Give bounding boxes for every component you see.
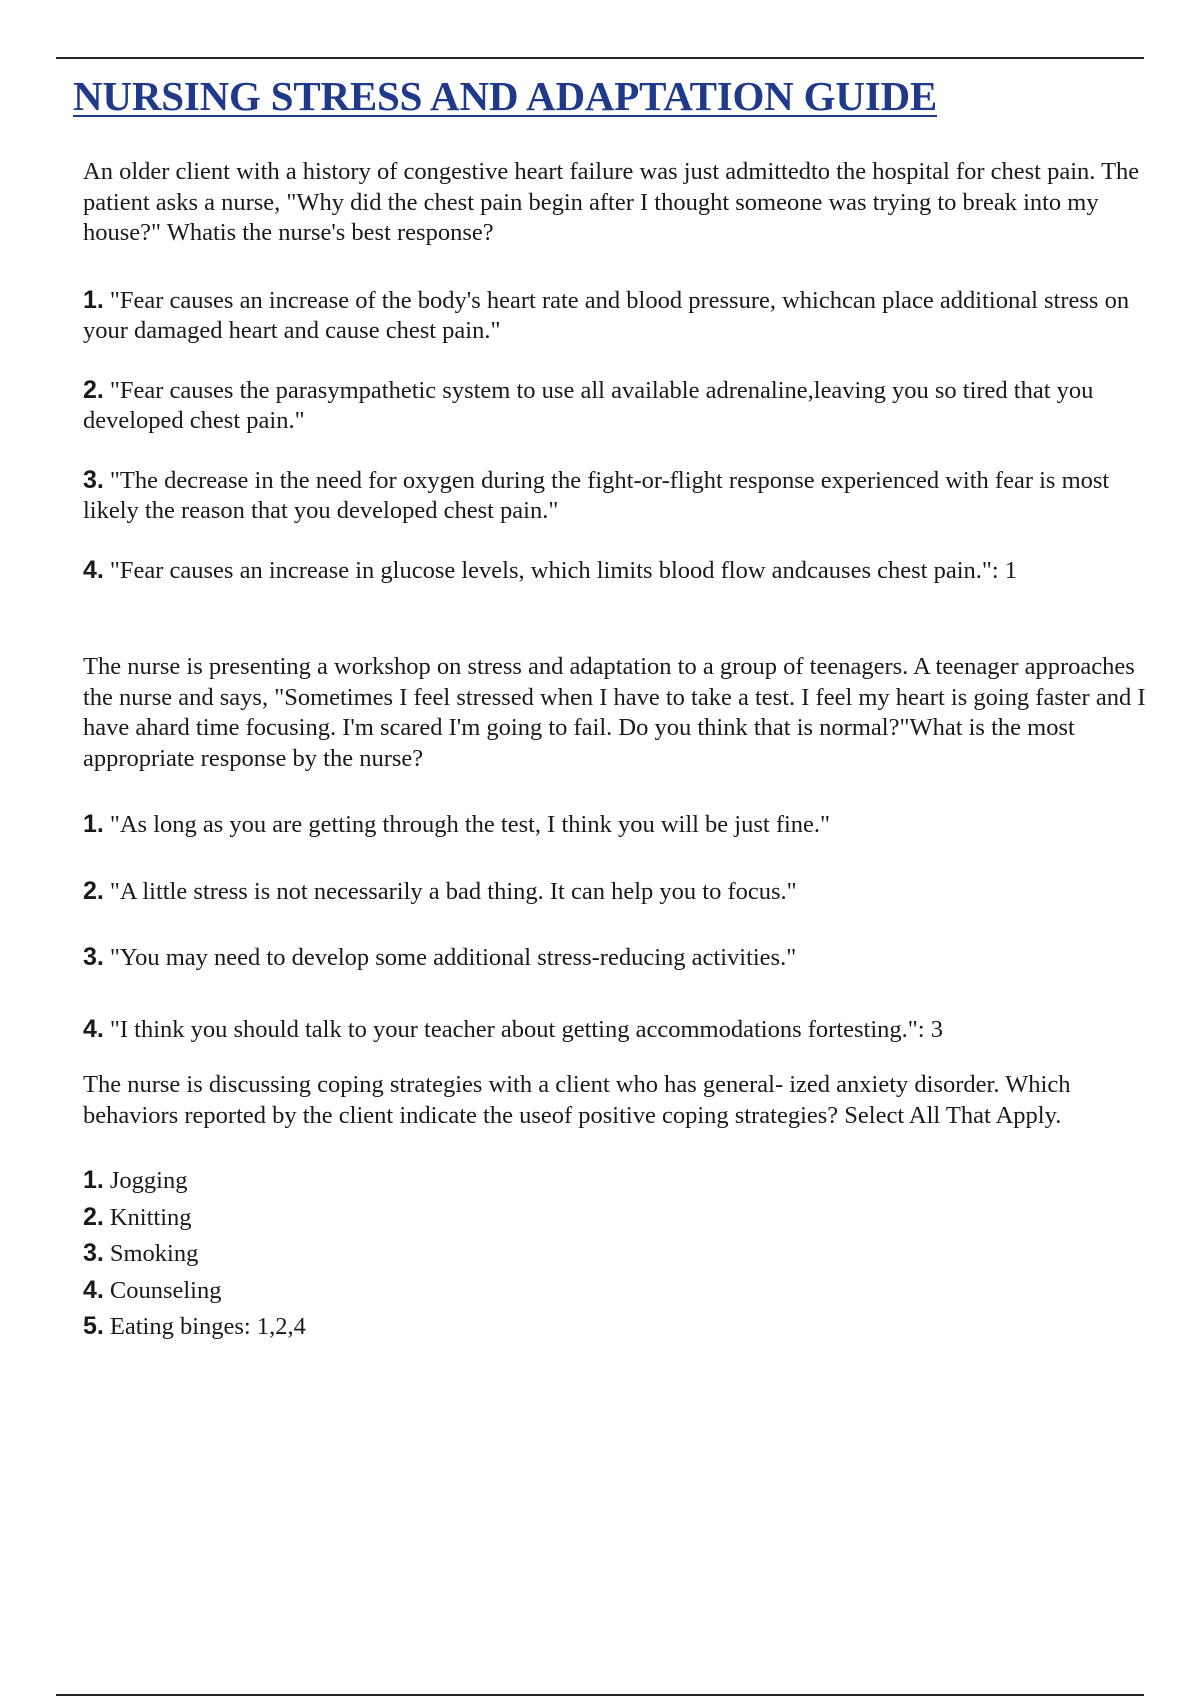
option-number: 1.: [83, 285, 104, 314]
document-body: [83, 157, 1153, 1343]
question-2: [83, 652, 1153, 1045]
option-text: "A little stress is not necessarily a bad thing. It can help you to focus.": [109, 877, 797, 905]
answer-option: [83, 285, 1153, 347]
question-1: [83, 157, 1153, 586]
option-text: "I think you should talk to your teacher about getting accommodations fortesting.": [109, 1015, 918, 1043]
page-title: NURSING STRESS AND ADAPTATION GUIDE: [73, 73, 938, 119]
question-stem: An older client with a history of congestive heart failure was just admittedto the hospital for chest pain. The patient asks a nurse, "Why did the chest pain begin after I thought someone was trying to break into my house?" Whatis the nurse's best response?: [83, 158, 1140, 246]
option-number: 2.: [83, 876, 104, 905]
header-rule: [56, 57, 1144, 59]
option-text: "You may need to develop some additional stress-reducing activities.": [109, 944, 797, 971]
option-number: 3.: [83, 1239, 104, 1267]
option-number: 4.: [83, 1275, 104, 1304]
question-3: [83, 1070, 1153, 1343]
option-text: Eating binges: [109, 1313, 244, 1340]
answer-option: [83, 1014, 1153, 1046]
question-stem: The nurse is discussing coping strategies with a client who has general- ized anxiety disorder. Which behaviors reported by the client indicate the useof positive coping strategies? Select All That Apply.: [83, 1071, 1071, 1129]
answer-option: [83, 1311, 1153, 1343]
answer-option: [83, 1238, 1153, 1270]
option-number: 2.: [83, 1202, 104, 1231]
question-stem: The nurse is presenting a workshop on stress and adaptation to a group of teenagers. A teenager approaches the nurse and says, "Sometimes I feel stressed when I have to take a test. I feel my heart is going faster and I have ahard time focusing. I'm scared I'm going to fail. Do you think that is normal?"What is the most appropriate response by the nurse?: [83, 653, 1146, 772]
option-text: Jogging: [109, 1167, 188, 1194]
option-text: "As long as you are getting through the test, I think you will be just fine.": [109, 811, 831, 838]
answer-options: [83, 809, 1153, 1045]
answer-option: [83, 465, 1153, 527]
answer-options: [83, 1165, 1153, 1343]
answer-option: [83, 555, 1153, 587]
option-number: 1.: [83, 810, 104, 838]
answer-option: [83, 942, 1153, 974]
option-number: 4.: [83, 1014, 104, 1043]
answer-option: [83, 375, 1153, 437]
answer-options: [83, 285, 1153, 587]
option-text: "Fear causes an increase in glucose levels, which limits blood flow andcauses chest pain.": [109, 556, 992, 584]
footer-rule: [56, 1694, 1144, 1696]
answer-option: [83, 1165, 1153, 1197]
option-number: 3.: [83, 465, 104, 494]
option-text: Smoking: [109, 1240, 199, 1267]
option-number: 1.: [83, 1166, 104, 1194]
option-text: "Fear causes an increase of the body's heart rate and blood pressure, whichcan place additional stress on your damaged heart and cause chest pain.": [83, 286, 1130, 344]
correct-answer: : 3: [917, 1015, 943, 1043]
correct-answer: : 1: [991, 556, 1018, 584]
option-number: 5.: [83, 1312, 104, 1340]
option-text: "The decrease in the need for oxygen during the fight-or-flight response experienced with fear is most likely the reason that you developed chest pain.": [83, 466, 1110, 524]
answer-option: [83, 809, 1153, 841]
correct-answer: : 1,2,4: [243, 1313, 306, 1340]
option-number: 2.: [83, 375, 104, 404]
option-text: Knitting: [109, 1203, 192, 1231]
option-text: "Fear causes the parasympathetic system to use all available adrenaline,leaving you so tired that you developed chest pain.": [83, 376, 1094, 434]
option-number: 3.: [83, 943, 104, 971]
option-text: Counseling: [109, 1276, 222, 1304]
answer-option: [83, 876, 1153, 908]
answer-option: [83, 1202, 1153, 1234]
option-number: 4.: [83, 555, 104, 584]
answer-option: [83, 1275, 1153, 1307]
